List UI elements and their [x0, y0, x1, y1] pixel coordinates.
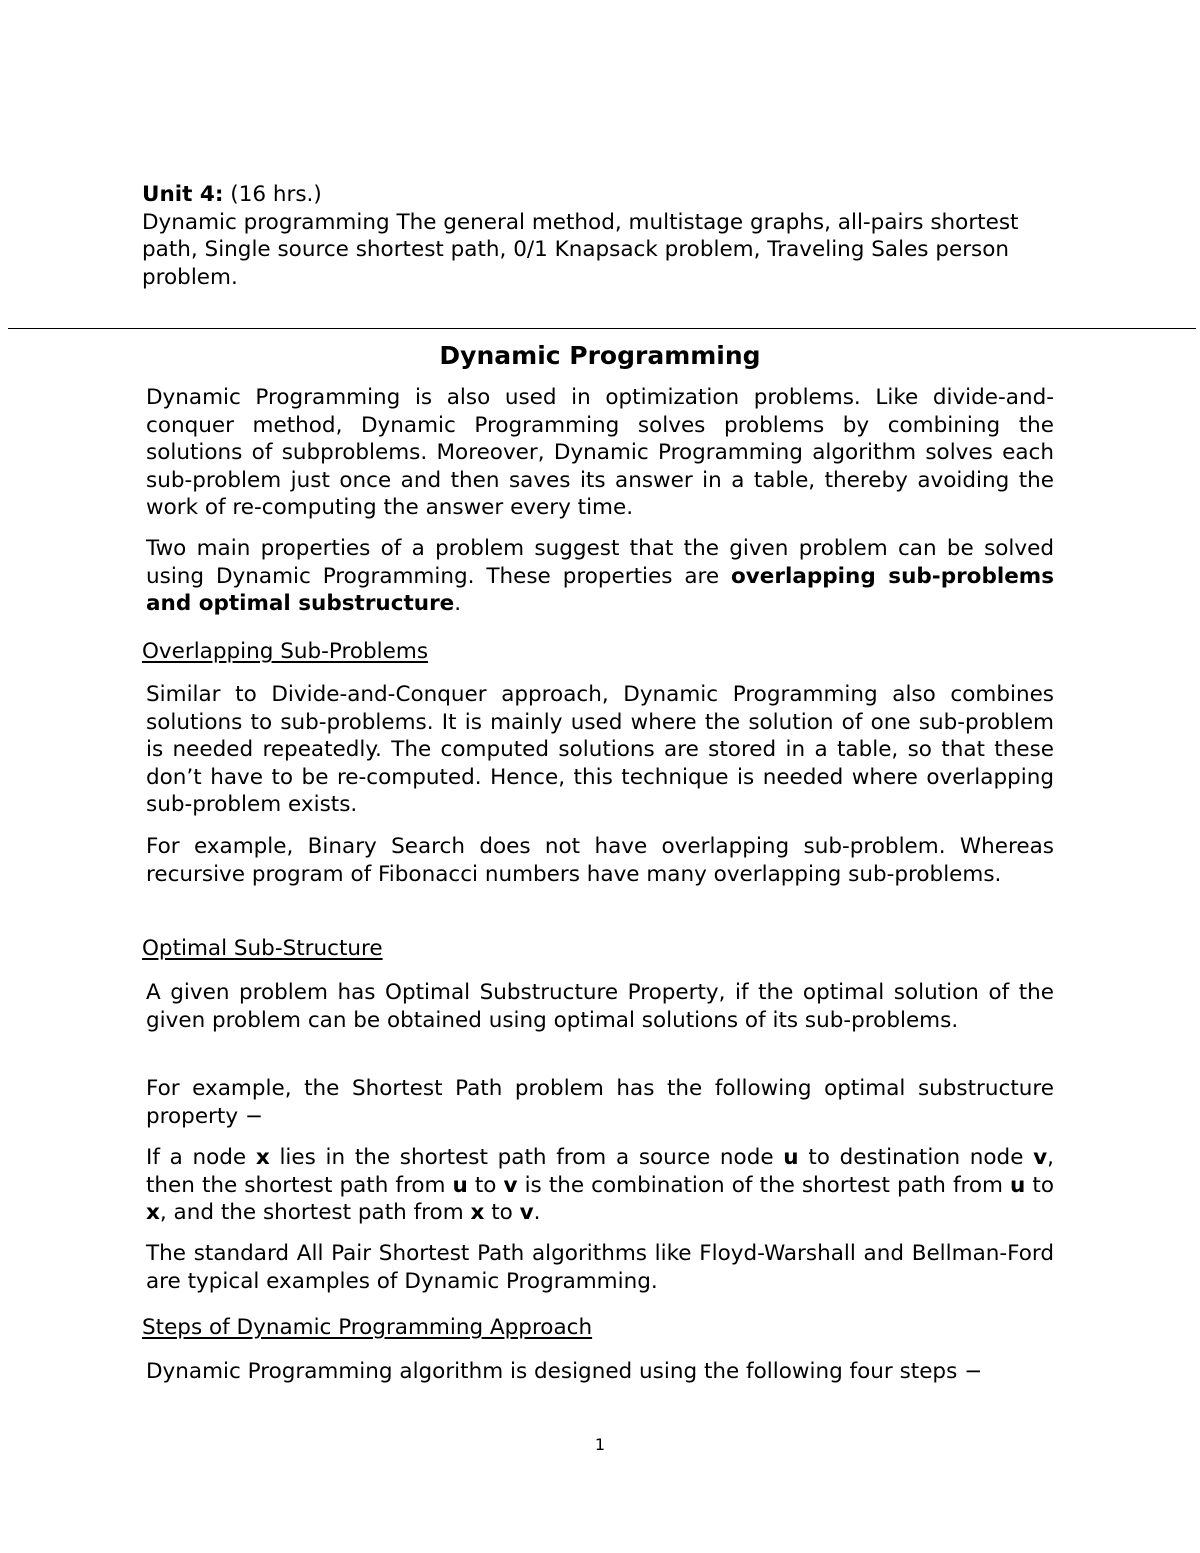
p3-text: to: [1025, 1172, 1054, 1198]
section-heading-steps: Steps of Dynamic Programming Approach: [142, 1315, 593, 1340]
intro-paragraph-2: [146, 535, 1054, 618]
overlapping-paragraph-1: Similar to Divide-and-Conquer approach, Dynamic Programming also combines solutions to sub-problems. It is mainly used where the solution of one sub-problem is needed repeatedly. The computed solutions are stored in a table, so that these don’t have to be re-computed. Hence, this technique is needed where overlapping sub-problem exists.: [146, 682, 1054, 817]
intro-p2-start: Two main properties of a problem suggest that the given problem can be solved using Dynamic Programming. These properties are: [146, 536, 1054, 589]
p3-text: is the combination of the shortest path from: [517, 1172, 1011, 1198]
var-x: x: [146, 1200, 160, 1225]
p3-text: to: [467, 1172, 504, 1198]
p3-text: If a node: [146, 1145, 256, 1170]
optimal-paragraph-1: A given problem has Optimal Substructure Property, if the optimal solution of the given problem can be obtained using optimal solutions of its sub-problems.: [146, 980, 1054, 1033]
optimal-paragraph-3: [146, 1144, 1054, 1227]
p3-text: lies in the shortest path from a source node: [269, 1145, 784, 1170]
section-heading-overlapping: Overlapping Sub-Problems: [142, 639, 429, 664]
page-number: 1: [594, 1435, 606, 1454]
var-u: u: [1010, 1172, 1026, 1198]
horizontal-divider: [8, 328, 1196, 329]
unit-topics: Dynamic programming The general method, multistage graphs, all-pairs shortest path, Single source shortest path, 0/1 Knapsack problem, Traveling Sales person problem.: [142, 209, 1019, 290]
unit-label: Unit 4:: [142, 182, 224, 207]
intro-p2-end: .: [454, 591, 462, 616]
p3-text: to: [484, 1200, 520, 1225]
var-x: x: [470, 1200, 485, 1225]
var-u: u: [452, 1172, 468, 1198]
p3-text: to destination node: [798, 1145, 1034, 1170]
steps-paragraph-1: Dynamic Programming algorithm is designed using the following four steps −: [146, 1359, 983, 1384]
intro-p2-bold: overlapping sub-problems and optimal substructure: [146, 563, 1054, 616]
unit-hours: (16 hrs.): [223, 182, 322, 207]
optimal-paragraph-2: For example, the Shortest Path problem has the following optimal substructure property −: [146, 1076, 1054, 1129]
intro-paragraph-1: Dynamic Programming is also used in optimization problems. Like divide-and-conquer method, Dynamic Programming solves problems by combining the solutions of subproblems. Moreover, Dynamic Programming algorithm solves each sub-problem just once and then saves its answer in a table, thereby avoiding the work of re-computing the answer every time.: [146, 385, 1054, 520]
p3-text: .: [533, 1200, 541, 1225]
overlapping-paragraph-2: For example, Binary Search does not have overlapping sub-problem. Whereas recursive program of Fibonacci numbers have many overlapping sub-problems.: [146, 834, 1054, 887]
var-x: x: [255, 1145, 270, 1170]
p3-text: , and the shortest path from: [159, 1200, 471, 1225]
var-v: v: [519, 1200, 534, 1225]
unit-header: [142, 181, 1062, 291]
p3-text: , then the shortest path from: [146, 1145, 1054, 1198]
var-u: u: [783, 1145, 799, 1170]
optimal-paragraph-4: The standard All Pair Shortest Path algorithms like Floyd-Warshall and Bellman-Ford are typical examples of Dynamic Programming.: [146, 1241, 1054, 1294]
var-v: v: [1033, 1145, 1048, 1170]
page-title: Dynamic Programming: [439, 341, 761, 370]
section-heading-optimal: Optimal Sub-Structure: [142, 936, 383, 961]
var-v: v: [503, 1172, 518, 1198]
